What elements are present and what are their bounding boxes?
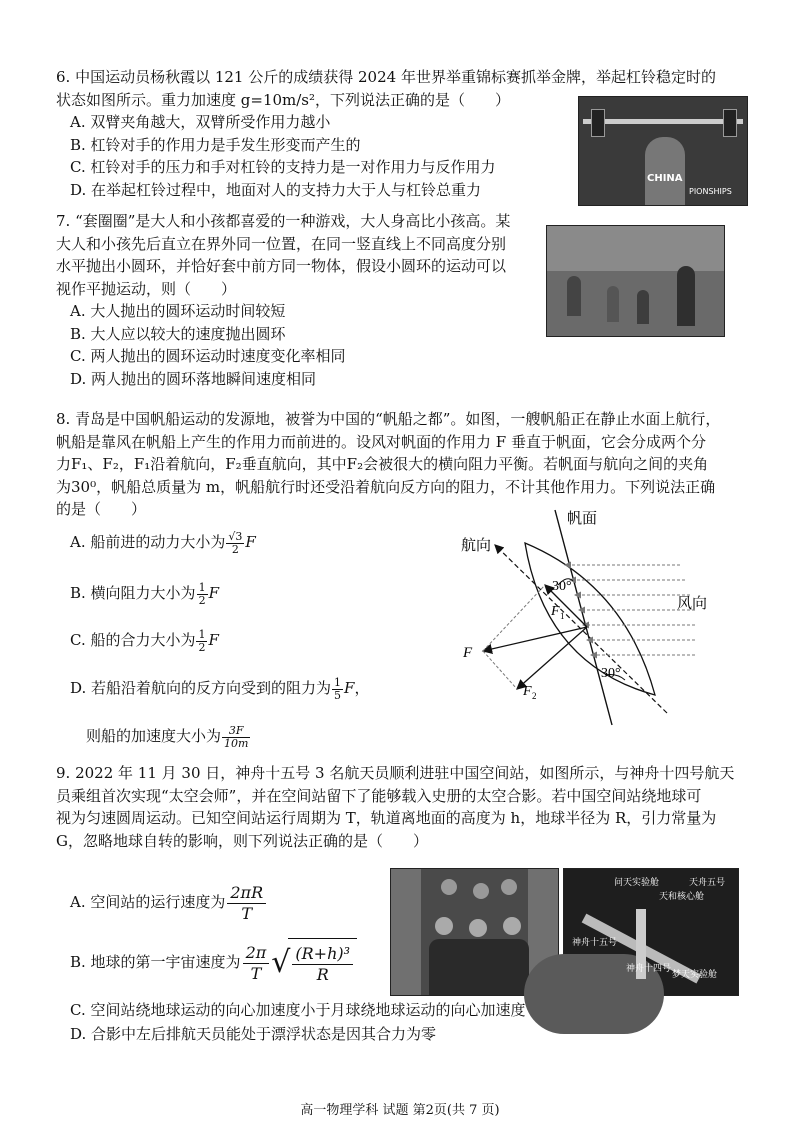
guide-line-2 [483,585,545,651]
q9-option-d: D. 合影中左后排航天员能处于漂浮状态是因其合力为零 [70,1025,437,1043]
q6-option-d: D. 在举起杠铃过程中，地面对人的支持力大于人与杠铃总重力 [70,180,482,199]
q6-option-c: C. 杠铃对手的压力和手对杠铃的支持力是一对作用力与反作用力 [70,158,496,176]
q8-option-d-fraction [332,677,343,702]
force-symbol: F [344,679,355,697]
frac-numerator: √3 [228,529,243,543]
force-F-arrow [483,627,587,651]
label-tianhe: 天和核心舱 [659,892,705,902]
page-footer: 高一物理学科 试题 第2页(共 7 页) [300,1103,500,1118]
frac-denominator: 10m [224,736,249,750]
orbital-speed-fraction [227,883,266,924]
q7-option-c: C. 两人抛出的圆环运动时速度变化率相同 [70,347,346,365]
q7-option-b: B. 大人应以较大的速度抛出圆环 [70,324,286,343]
frac-denominator: 2 [231,542,239,556]
frac-denominator: T [250,963,262,983]
question-9 [56,762,734,852]
frac-denominator: 2 [198,593,206,607]
ring-toss-photo [546,225,725,337]
q9-option-c: C. 空间站绕地球运动的向心加速度小于月球绕地球运动的向心加速度 [70,1001,526,1019]
q6-option-b: B. 杠铃对手的作用力是手发生形变而产生的 [70,135,361,154]
frac-denominator: 5 [334,688,342,702]
acceleration-fraction [222,725,250,750]
force-F-label: F [463,645,473,661]
angle-label-bottom: 30° [601,666,621,681]
q7-stem-line-2: 大人和小孩先后直立在界外同一位置，在同一竖直线上不同高度分别 [56,234,507,253]
q8-option-b-text: B. 横向阻力大小为 [70,584,196,602]
q8-stem-line-1: 8. 青岛是中国帆船运动的发源地，被誉为中国的“帆船之都”。如图，一艘帆船正在静止水面上航行， [56,410,721,428]
sqrt-radicand [288,938,357,989]
q8-stem-line-3: 力F₁、F₂，F₁沿着航向，F₂垂直航向，其中F₂会被很大的横向阻力平衡。若帆面与航向之间的夹角 [56,455,709,473]
frac-numerator: 1 [198,580,206,594]
q8-option-a-text: A. 船前进的动力大小为 [70,533,226,551]
q9-stem-line-3: 视为匀速圆周运动。已知空间站运行周期为 T，轨道离地面的高度为 h，地球半径为 R，引力常量为 [56,809,717,827]
q8-option-a-fraction [226,531,244,556]
force-symbol: F [208,631,219,649]
frac-numerator: 1 [198,627,206,641]
q9-stem-line-1: 9. 2022 年 11 月 30 日，神舟十五号 3 名航天员顺利进驻中国空间站，如图所示，与神舟十四号航天 [56,764,735,782]
frac-numerator: 3F [222,725,250,738]
sqrt-sign: √ [271,945,291,980]
q8-option-d [56,674,369,702]
q9-option-a [56,880,268,924]
q8-option-b [56,579,219,607]
frac-denominator: R [316,965,329,984]
q8-option-c-text: C. 船的合力大小为 [70,631,196,649]
q9-stem-line-2: 员乘组首次实现“太空会师”，并在空间站留下了能够载入史册的太空合影。若中国空间站绕地球可 [56,786,702,805]
q8-option-d-text-2: 则船的加速度大小为 [86,727,222,745]
label-wentian: 问天实验舱 [614,878,660,888]
jersey-text: CHINA [647,173,683,184]
sail-force-diagram [455,505,715,730]
q8-option-a [56,528,256,556]
q9-option-b-text: B. 地球的第一宇宙速度为 [70,953,241,971]
frac-denominator: T [241,903,253,923]
label-mengtian: 梦天实验舱 [672,970,718,980]
question-7 [56,210,510,390]
sqrt-fraction [292,944,353,985]
force-F2-subscript: 2 [532,691,537,701]
q8-option-c [56,626,219,654]
q8-option-c-fraction [196,629,207,654]
q6-stem-line-2: 状态如图所示。重力加速度 g=10m/s²，下列说法正确的是（ ） [56,90,511,109]
force-F1-subscript: 1 [560,611,565,621]
guide-line-1 [483,651,517,689]
frac-denominator: 2 [198,640,206,654]
frac-numerator: 2π [243,943,270,964]
q6-option-a: A. 双臂夹角越大，双臂所受作用力越小 [70,113,331,131]
first-cosmic-speed-fraction [243,943,270,984]
weightlifter-photo [578,96,748,206]
q8-stem-line-5: 的是（ ） [56,500,147,518]
force-symbol: F [245,533,256,551]
banner-text: PIONSHIPS [689,187,732,196]
q8-option-d-continued [86,722,251,750]
question-8 [56,408,720,521]
label-shenzhou14: 神舟十四号 [626,964,672,974]
q8-stem-line-2: 帆船是靠风在帆船上产生的作用力而前进的。设风对帆面的作用力 F 垂直于帆面，它会分成两个分 [56,432,706,451]
space-station-photo [563,868,739,996]
force-F2-label: F [523,684,532,699]
label-tianzhou5: 天舟五号 [689,878,726,888]
q7-stem-line-1: 7. “套圈圈”是大人和小孩都喜爱的一种游戏，大人身高比小孩高。某 [56,212,511,230]
q9-stem-line-4: G，忽略地球自转的影响，则下列说法正确的是（ ） [56,831,428,850]
q8-stem-line-4: 为30⁰，帆船总质量为 m，帆船航行时还受沿着航向反方向的阻力，不计其他作用力。下列说法正确 [56,477,716,496]
comma: ， [354,679,370,697]
q7-stem-line-3: 水平抛出小圆环，并恰好套中前方同一物体，假设小圆环的运动可以 [56,257,507,275]
q7-option-d: D. 两人抛出的圆环落地瞬间速度相同 [70,369,317,388]
q8-option-b-fraction [197,582,208,607]
heading-label: 航向 [461,538,492,554]
frac-numerator: 1 [334,675,342,689]
label-shenzhou15: 神舟十五号 [572,938,618,948]
force-symbol: F [208,584,219,602]
wind-label: 风向 [677,596,708,612]
force-F2-arrow [517,627,587,689]
boat-hull [525,543,655,695]
angle-label-top: 30° [552,579,572,594]
frac-numerator: (R+h)³ [292,944,353,965]
q9-option-a-text: A. 空间站的运行速度为 [70,893,226,911]
q9-option-b [56,937,357,989]
frac-numerator: 2πR [227,883,266,904]
force-F1-label: F [551,604,560,619]
q7-stem-line-4: 视作平抛运动，则（ ） [56,279,237,298]
sail-label: 帆面 [567,511,598,527]
q7-option-a: A. 大人抛出的圆环运动时间较短 [70,302,286,320]
q8-option-d-text: D. 若船沿着航向的反方向受到的阻力为 [70,679,332,697]
q6-stem-line-1: 6. 中国运动员杨秋霞以 121 公斤的成绩获得 2024 年世界举重锦标赛抓举金牌，举起杠铃稳定时的 [56,68,716,86]
